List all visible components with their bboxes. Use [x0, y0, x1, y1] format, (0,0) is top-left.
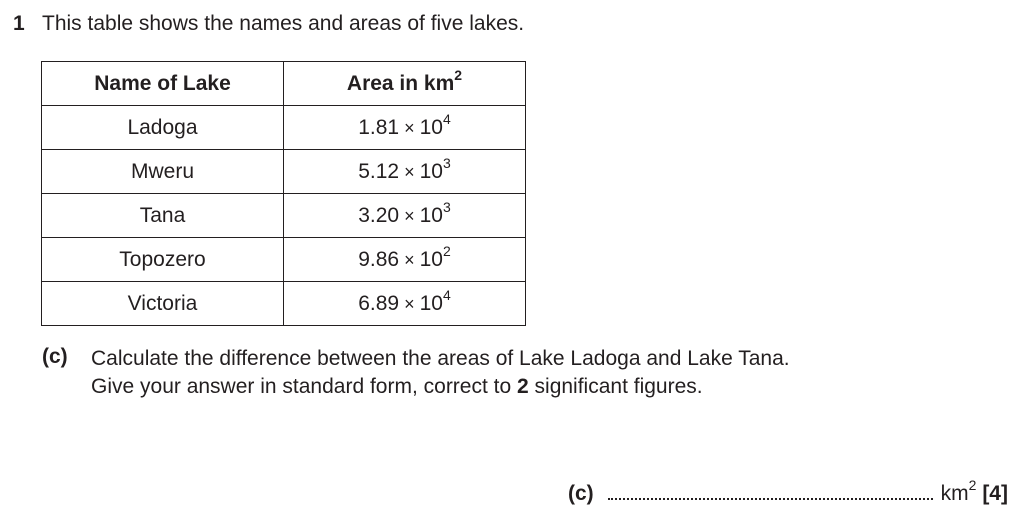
- part-c-question: [91, 345, 790, 401]
- part-c-line-2-end: significant figures.: [528, 375, 703, 398]
- times-symbol: ×: [404, 293, 415, 314]
- area-coefficient: 9.86: [358, 247, 400, 271]
- part-c-line-1: Calculate the difference between the areas of Lake Ladoga and Lake Tana.: [91, 347, 790, 370]
- area-coefficient: 3.20: [358, 203, 400, 227]
- lake-name: Mweru: [42, 150, 284, 194]
- area-exponent: 2: [442, 242, 451, 259]
- lake-area: [284, 282, 526, 326]
- table-header-row: [42, 62, 526, 106]
- area-exponent: 3: [442, 198, 451, 215]
- area-base: 10: [419, 203, 443, 227]
- significant-figures-count: 2: [517, 375, 529, 398]
- table-row: [42, 106, 526, 150]
- answer-unit-exponent: 2: [968, 477, 977, 493]
- header-area-text: Area in km: [346, 71, 455, 95]
- area-base: 10: [419, 291, 443, 315]
- question-intro: This table shows the names and areas of five lakes.: [42, 12, 525, 35]
- part-c-line-2-start: Give your answer in standard form, correct to: [91, 375, 517, 398]
- times-symbol: ×: [404, 161, 415, 182]
- part-c-label: (c): [42, 345, 68, 368]
- answer-unit: km: [940, 482, 969, 505]
- area-base: 10: [419, 247, 443, 271]
- area-base: 10: [419, 115, 443, 139]
- lake-name: Ladoga: [42, 106, 284, 150]
- times-symbol: ×: [404, 205, 415, 226]
- part-c-line-2: [91, 373, 790, 401]
- lake-name: Topozero: [42, 238, 284, 282]
- lake-area: [284, 194, 526, 238]
- answer-label: (c): [568, 482, 594, 505]
- table-row: [42, 150, 526, 194]
- area-coefficient: 5.12: [358, 159, 400, 183]
- area-exponent: 3: [442, 154, 451, 171]
- table-row: [42, 282, 526, 326]
- area-coefficient: 6.89: [358, 291, 400, 315]
- area-exponent: 4: [442, 286, 451, 303]
- area-coefficient: 1.81: [358, 115, 400, 139]
- area-base: 10: [419, 159, 443, 183]
- header-area-exponent: 2: [454, 66, 463, 83]
- lake-area: [284, 238, 526, 282]
- lake-area: [284, 150, 526, 194]
- lakes-table: [41, 61, 526, 326]
- header-name-of-lake: Name of Lake: [42, 62, 284, 106]
- header-area: [284, 62, 526, 106]
- answer-line: [568, 477, 1008, 506]
- question-number: 1: [13, 12, 25, 35]
- area-exponent: 4: [442, 110, 451, 127]
- marks: [4]: [982, 482, 1008, 505]
- table-row: [42, 194, 526, 238]
- times-symbol: ×: [404, 117, 415, 138]
- lake-area: [284, 106, 526, 150]
- lake-name: Tana: [42, 194, 284, 238]
- table-row: [42, 238, 526, 282]
- answer-field[interactable]: [608, 484, 933, 500]
- times-symbol: ×: [404, 249, 415, 270]
- lake-name: Victoria: [42, 282, 284, 326]
